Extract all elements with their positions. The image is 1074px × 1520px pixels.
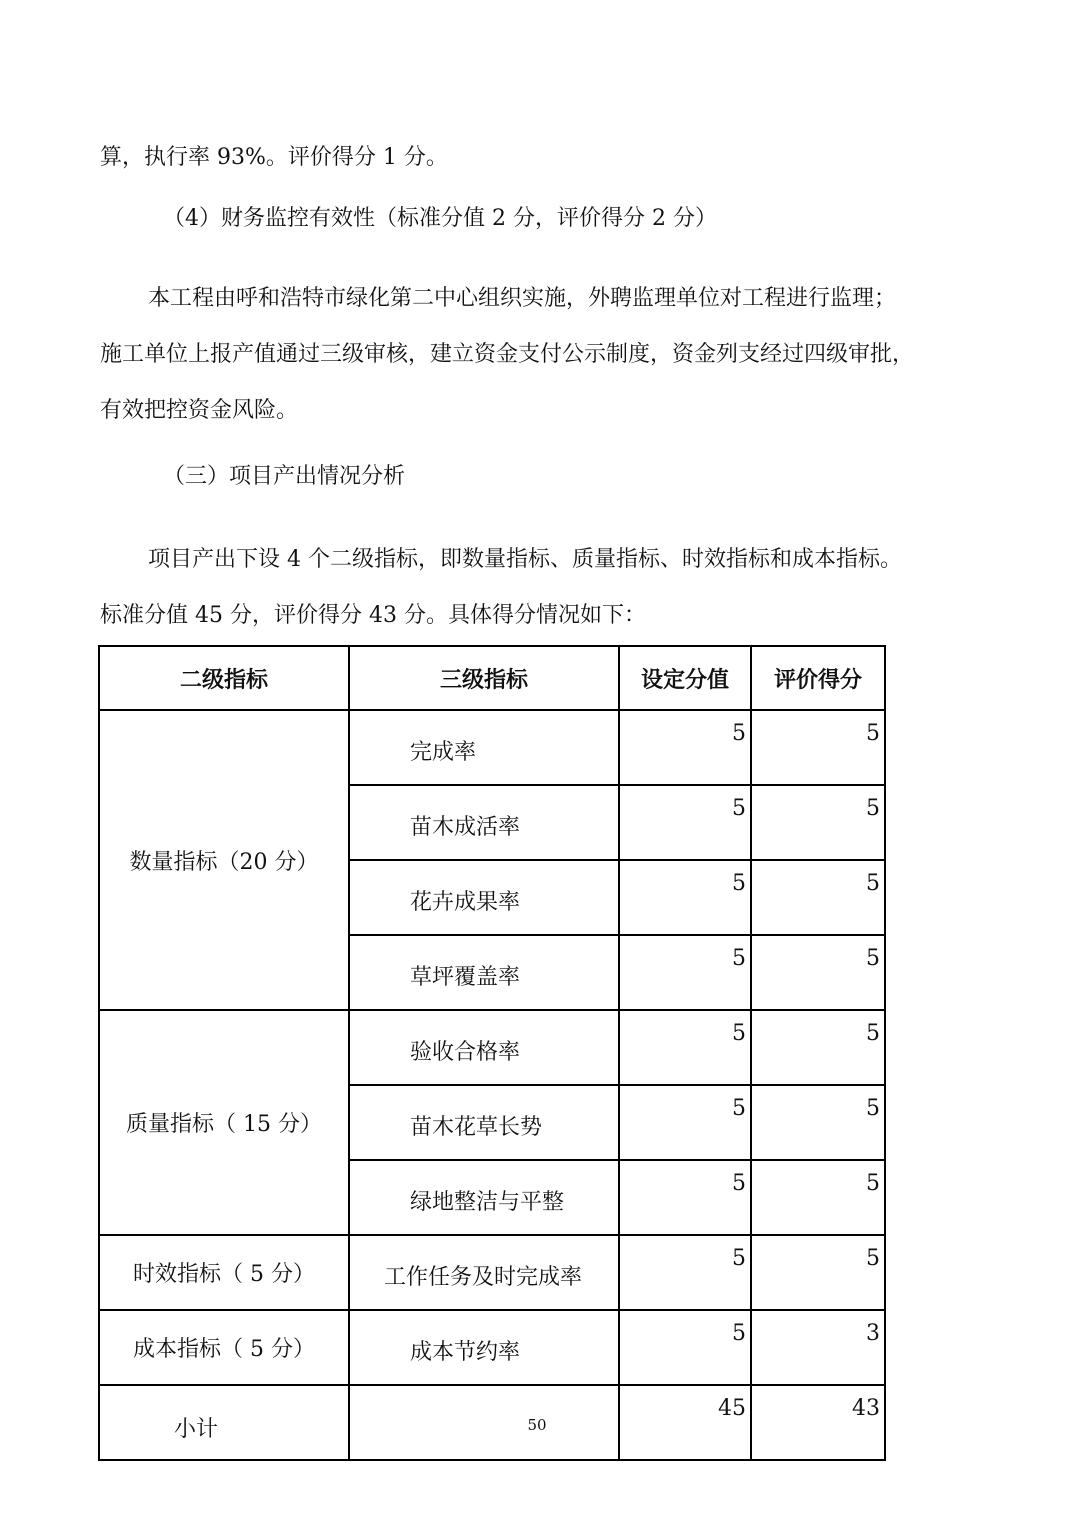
table-row (99, 1010, 885, 1085)
evaluation-score-total: 43 (751, 1385, 885, 1460)
evaluation-score-cell: 5 (751, 935, 885, 1010)
table-row (99, 1310, 885, 1385)
category-timeliness: 时效指标（ 5 分） (99, 1235, 349, 1310)
page-number: 50 (527, 1416, 547, 1434)
table-row (99, 1235, 885, 1310)
paragraph-line-1: 算，执行率 93%。评价得分 1 分。 (100, 145, 448, 170)
set-score-cell: 5 (619, 935, 751, 1010)
set-score-cell: 5 (619, 785, 751, 860)
set-score-cell: 5 (619, 1085, 751, 1160)
section-heading-4: （4）财务监控有效性（标准分值 2 分，评价得分 2 分） (163, 206, 717, 231)
indicator-cell: 完成率 (349, 710, 619, 785)
paragraph-line-5: 项目产出下设 4 个二级指标，即数量指标、质量指标、时效指标和成本指标。 (148, 547, 902, 572)
evaluation-score-cell: 5 (751, 1160, 885, 1235)
indicator-cell: 花卉成果率 (349, 860, 619, 935)
evaluation-score-cell: 5 (751, 1085, 885, 1160)
header-evaluation-score: 评价得分 (751, 646, 885, 710)
evaluation-score-cell: 3 (751, 1310, 885, 1385)
header-set-score: 设定分值 (619, 646, 751, 710)
indicator-cell: 成本节约率 (349, 1310, 619, 1385)
indicator-cell: 绿地整洁与平整 (349, 1160, 619, 1235)
indicator-cell: 验收合格率 (349, 1010, 619, 1085)
set-score-cell: 5 (619, 1010, 751, 1085)
table-header-row (99, 646, 885, 710)
header-secondary-indicator: 二级指标 (99, 646, 349, 710)
subtotal-label: 小计 (99, 1385, 349, 1460)
indicator-cell: 工作任务及时完成率 (349, 1235, 619, 1310)
paragraph-line-2: 本工程由呼和浩特市绿化第二中心组织实施，外聘监理单位对工程进行监理； (148, 286, 897, 311)
paragraph-line-3: 施工单位上报产值通过三级审核，建立资金支付公示制度，资金列支经过四级审批， (100, 342, 915, 367)
indicator-cell: 草坪覆盖率 (349, 935, 619, 1010)
category-quantity: 数量指标（20 分） (99, 710, 349, 1010)
category-quality: 质量指标（ 15 分） (99, 1010, 349, 1235)
set-score-cell: 5 (619, 1235, 751, 1310)
indicator-cell: 苗木成活率 (349, 785, 619, 860)
evaluation-score-cell: 5 (751, 860, 885, 935)
set-score-cell: 5 (619, 860, 751, 935)
score-table (98, 645, 886, 1461)
evaluation-score-cell: 5 (751, 1010, 885, 1085)
category-cost: 成本指标（ 5 分） (99, 1310, 349, 1385)
section-heading-3: （三）项目产出情况分析 (163, 464, 406, 489)
indicator-cell: 苗木花草长势 (349, 1085, 619, 1160)
evaluation-score-cell: 5 (751, 710, 885, 785)
set-score-total: 45 (619, 1385, 751, 1460)
evaluation-score-cell: 5 (751, 785, 885, 860)
set-score-cell: 5 (619, 710, 751, 785)
set-score-cell: 5 (619, 1160, 751, 1235)
header-tertiary-indicator: 三级指标 (349, 646, 619, 710)
paragraph-line-4: 有效把控资金风险。 (100, 398, 299, 423)
set-score-cell: 5 (619, 1310, 751, 1385)
paragraph-line-6: 标准分值 45 分，评价得分 43 分。具体得分情况如下： (100, 603, 646, 628)
evaluation-score-cell: 5 (751, 1235, 885, 1310)
table-row (99, 710, 885, 785)
